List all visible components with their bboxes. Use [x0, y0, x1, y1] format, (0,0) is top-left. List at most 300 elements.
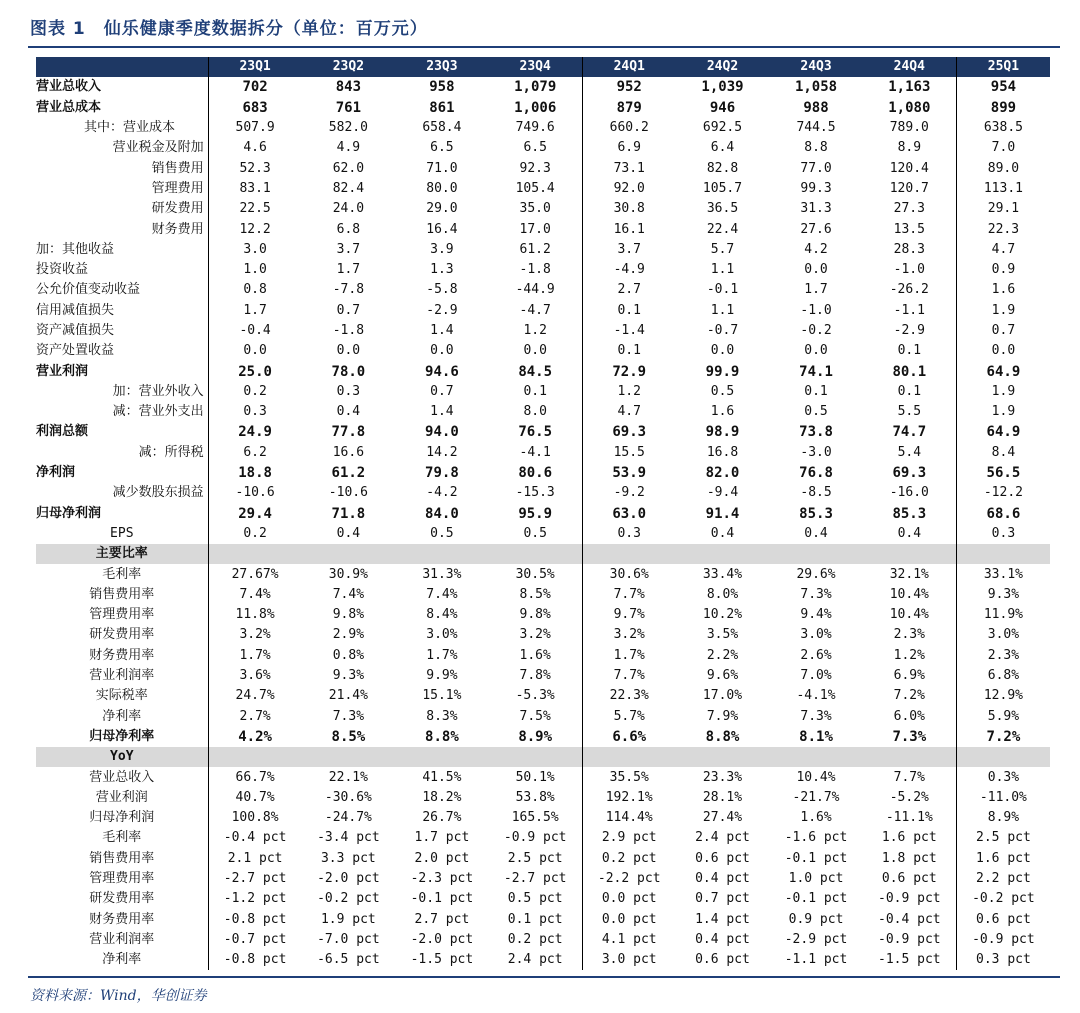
value-cell: 0.0 — [710, 343, 735, 359]
value-cell: 7.7% — [863, 767, 957, 787]
value-cell — [208, 544, 302, 564]
value-cell: 0.1 — [617, 302, 641, 318]
value-cell — [489, 747, 583, 767]
value-cell: -44.9 — [489, 280, 583, 300]
row-label: 毛利率 — [36, 564, 208, 584]
value-cell: -2.9 — [426, 302, 458, 318]
value-cell: 1.6 — [991, 282, 1016, 298]
title-divider — [28, 46, 1060, 48]
value-cell: 861 — [429, 99, 455, 116]
value-cell: 2.1 pct — [227, 850, 283, 866]
value-cell: 1.3 — [430, 262, 454, 278]
value-cell: 36.5 — [706, 201, 739, 217]
row-label: 营业利润率 — [36, 666, 208, 686]
value-cell: -0.9 pct — [863, 889, 957, 909]
value-cell: 0.8% — [332, 647, 365, 663]
value-cell: -1.8 — [489, 260, 583, 280]
value-cell: -1.0 — [863, 260, 957, 280]
value-cell: 71.0 — [426, 160, 458, 176]
value-cell: 0.3% — [987, 769, 1020, 785]
value-cell: 74.1 — [799, 363, 833, 380]
value-cell: -10.6 — [235, 485, 275, 501]
value-cell: -2.3 pct — [410, 871, 474, 887]
value-cell: 69.3 — [612, 424, 647, 441]
table-row — [36, 524, 1050, 544]
value-cell: 100.8% — [231, 810, 279, 826]
row-label: 营业总收入 — [36, 767, 208, 787]
table-row — [36, 158, 1050, 178]
value-cell: 638.5 — [983, 120, 1023, 136]
value-cell: 82.8 — [706, 160, 739, 176]
row-label: 利润总额 — [36, 422, 208, 442]
value-cell: 16.4 — [426, 221, 458, 237]
value-cell: 0.0 — [430, 343, 454, 359]
value-cell: 1.9 pct — [320, 911, 376, 927]
value-cell: 1.2 — [617, 383, 641, 399]
value-cell: -0.9 pct — [863, 930, 957, 950]
value-cell: 62.0 — [332, 160, 365, 176]
value-cell: -11.0% — [979, 789, 1027, 805]
value-cell: -4.1 — [489, 443, 583, 463]
value-cell: -5.2% — [863, 788, 957, 808]
value-cell: 1.7 — [243, 302, 267, 318]
value-cell: 98.9 — [705, 424, 740, 441]
row-label: 投资收益 — [36, 260, 208, 280]
row-label: 营业总成本 — [36, 98, 208, 118]
table-row — [36, 118, 1050, 138]
value-cell: 3.0 — [243, 241, 267, 257]
value-cell: 7.2% — [986, 728, 1021, 745]
table-row — [36, 443, 1050, 463]
value-cell: 3.0% — [987, 627, 1020, 643]
value-cell: 1.8 pct — [863, 849, 957, 869]
value-cell: 1.7 — [336, 262, 361, 278]
table-row — [36, 625, 1050, 645]
value-cell: 2.2% — [706, 647, 739, 663]
value-cell: 85.3 — [799, 505, 833, 522]
value-cell: -21.7% — [792, 789, 840, 805]
value-cell: 1,058 — [794, 79, 838, 96]
table-row — [36, 666, 1050, 686]
column-header: 23Q1 — [208, 57, 302, 77]
value-cell: 7.2% — [863, 686, 957, 706]
value-cell: 29.1 — [987, 201, 1020, 217]
value-cell: 16.8 — [706, 444, 739, 460]
value-cell: 0.1 — [489, 382, 583, 402]
value-cell: 8.5% — [331, 728, 366, 745]
value-cell: 1.6 pct — [976, 850, 1031, 866]
value-cell: 0.0 — [243, 343, 267, 359]
row-label: 减少数股东损益 — [36, 483, 208, 503]
value-cell: 1.7 — [804, 282, 828, 298]
value-cell: 0.4 pct — [695, 871, 750, 887]
value-cell: 6.9 — [617, 140, 641, 156]
value-cell: 0.1 — [863, 382, 957, 402]
row-label: 营业利润 — [36, 788, 208, 808]
value-cell: 33.1% — [983, 566, 1023, 582]
value-cell: 789.0 — [863, 118, 957, 138]
value-cell: -0.1 pct — [410, 891, 474, 907]
value-cell: 6.4 — [710, 140, 735, 156]
row-label: 减：所得税 — [36, 443, 208, 463]
table-row — [36, 341, 1050, 361]
value-cell: 165.5% — [489, 808, 583, 828]
row-label: 实际税率 — [36, 686, 208, 706]
value-cell: 61.2 — [489, 240, 583, 260]
row-label: 财务费用 — [36, 219, 208, 239]
row-label: 销售费用率 — [36, 849, 208, 869]
value-cell: 3.2% — [489, 625, 583, 645]
value-cell: 68.6 — [986, 505, 1021, 522]
value-cell: 73.8 — [799, 424, 833, 441]
column-header: 24Q4 — [863, 57, 957, 77]
row-label: 管理费用 — [36, 179, 208, 199]
value-cell: 82.4 — [332, 180, 365, 196]
value-cell: 9.4% — [800, 607, 832, 623]
value-cell: 1.4 pct — [695, 911, 750, 927]
value-cell: 192.1% — [605, 789, 653, 805]
value-cell: 30.6% — [609, 566, 649, 582]
column-header: 23Q4 — [489, 57, 583, 77]
value-cell: 56.5 — [986, 465, 1021, 482]
column-header: 25Q1 — [956, 57, 1050, 77]
row-label: 财务费用率 — [36, 909, 208, 929]
table-row — [36, 504, 1050, 524]
value-cell: 10.4% — [863, 605, 957, 625]
value-cell: 1,006 — [489, 98, 583, 118]
value-cell — [956, 747, 1050, 767]
value-cell: 3.0% — [426, 627, 458, 643]
value-cell — [769, 747, 863, 767]
table-row — [36, 707, 1050, 727]
value-cell: 1.7% — [426, 647, 458, 663]
value-cell: 78.0 — [331, 363, 366, 380]
table-row — [36, 646, 1050, 666]
value-cell: 5.7 — [710, 241, 735, 257]
value-cell: 9.8% — [489, 605, 583, 625]
value-cell: 1.6% — [489, 646, 583, 666]
table-row — [36, 463, 1050, 483]
value-cell: 5.9% — [987, 708, 1020, 724]
value-cell: 0.3 — [617, 525, 641, 541]
value-cell: -0.2 pct — [317, 891, 380, 907]
value-cell: 114.4% — [605, 810, 653, 826]
value-cell: 7.0 — [991, 140, 1016, 156]
value-cell: -0.1 — [706, 282, 739, 298]
value-cell: 15.1% — [422, 688, 462, 704]
value-cell: 11.9% — [983, 607, 1023, 623]
value-cell: 2.0 pct — [414, 850, 470, 866]
value-cell: 24.9 — [238, 424, 272, 441]
value-cell: 8.5% — [489, 585, 583, 605]
value-cell: 658.4 — [422, 120, 462, 136]
value-cell: 6.8% — [987, 668, 1020, 684]
value-cell: 9.8% — [332, 607, 365, 623]
value-cell: 0.3 — [243, 404, 267, 420]
value-cell: 16.6 — [332, 444, 365, 460]
table-row — [36, 808, 1050, 828]
value-cell: 99.3 — [800, 180, 832, 196]
value-cell: 74.7 — [863, 422, 957, 442]
value-cell: 7.4% — [426, 586, 458, 602]
value-cell: 0.3 pct — [976, 952, 1031, 968]
value-cell: 1.9 — [991, 383, 1016, 399]
value-cell: 27.3 — [863, 199, 957, 219]
value-cell: 1.7 pct — [414, 830, 470, 846]
value-cell: 71.8 — [331, 505, 366, 522]
value-cell: 7.7% — [613, 668, 645, 684]
value-cell — [956, 544, 1050, 564]
table-row — [36, 199, 1050, 219]
value-cell: 0.3 — [336, 383, 361, 399]
value-cell: -4.1% — [796, 688, 836, 704]
value-cell: 692.5 — [702, 120, 743, 136]
table-row — [36, 686, 1050, 706]
value-cell: 0.5 — [804, 404, 828, 420]
value-cell: 28.3 — [863, 240, 957, 260]
value-cell: 17.0% — [702, 688, 743, 704]
value-cell: 0.0 — [804, 262, 828, 278]
value-cell: 0.2 — [243, 525, 267, 541]
value-cell: 1.2 — [489, 321, 583, 341]
value-cell: 69.3 — [863, 463, 957, 483]
value-cell: -3.4 pct — [317, 830, 380, 846]
value-cell: 22.3% — [609, 688, 649, 704]
value-cell: 79.8 — [425, 465, 459, 482]
value-cell: -4.2 — [426, 485, 458, 501]
value-cell: 8.9% — [987, 810, 1020, 826]
value-cell: 0.2 pct — [489, 930, 583, 950]
value-cell: 23.3% — [702, 769, 743, 785]
value-cell: -16.0 — [863, 483, 957, 503]
row-label: 研发费用 — [36, 199, 208, 219]
value-cell: 6.0% — [863, 707, 957, 727]
value-cell: 52.3 — [239, 160, 271, 176]
value-cell: -2.7 pct — [223, 871, 287, 887]
value-cell: 76.5 — [489, 422, 583, 442]
value-cell: 10.2% — [702, 607, 743, 623]
value-cell: 0.4 — [863, 524, 957, 544]
value-cell: 89.0 — [987, 160, 1020, 176]
value-cell: 85.3 — [863, 504, 957, 524]
value-cell: 3.9 — [430, 241, 454, 257]
row-label: 营业利润 — [36, 361, 208, 381]
value-cell: 0.1 pct — [489, 909, 583, 929]
table-row — [36, 930, 1050, 950]
value-cell: -5.3% — [489, 686, 583, 706]
value-cell: 10.4% — [863, 585, 957, 605]
row-label: 信用减值损失 — [36, 301, 208, 321]
value-cell: 0.0 pct — [601, 911, 657, 927]
value-cell: 27.6 — [800, 221, 832, 237]
value-cell: 0.7 — [991, 323, 1016, 338]
value-cell: 84.5 — [489, 361, 583, 381]
value-cell: -2.0 pct — [317, 871, 380, 887]
value-cell: 82.0 — [705, 465, 740, 482]
value-cell — [863, 544, 957, 564]
value-cell: -8.5 — [800, 485, 832, 501]
value-cell: 94.6 — [425, 363, 459, 380]
value-cell: 7.9% — [706, 708, 739, 724]
value-cell: 91.4 — [705, 505, 740, 522]
value-cell: -0.4 pct — [863, 909, 957, 929]
value-cell — [676, 747, 770, 767]
value-cell: -9.2 — [613, 485, 645, 501]
value-cell: -0.1 pct — [784, 850, 848, 866]
value-cell: 8.1% — [799, 728, 833, 745]
value-cell: -4.7 — [489, 301, 583, 321]
value-cell — [302, 747, 396, 767]
value-cell: 0.2 pct — [601, 850, 657, 866]
value-cell: 17.0 — [489, 219, 583, 239]
value-cell: 6.5 — [430, 140, 454, 156]
value-cell: 3.7 — [336, 241, 361, 257]
value-cell: 8.8% — [705, 728, 740, 745]
section-header-row — [36, 544, 1050, 564]
value-cell: 33.4% — [702, 566, 743, 582]
table-row — [36, 321, 1050, 341]
value-cell: 954 — [990, 79, 1017, 96]
value-cell: 0.6 pct — [695, 952, 750, 968]
value-cell: 2.5 pct — [976, 830, 1031, 846]
value-cell: 3.7 — [617, 241, 641, 257]
value-cell: 0.0 — [489, 341, 583, 361]
value-cell: -2.0 pct — [410, 931, 474, 947]
row-label: 公允价值变动收益 — [36, 280, 208, 300]
value-cell: -5.8 — [426, 282, 458, 298]
table-row — [36, 260, 1050, 280]
table-row — [36, 361, 1050, 381]
row-label: YoY — [36, 747, 208, 767]
value-cell: 27.67% — [231, 566, 279, 582]
row-label: 销售费用率 — [36, 585, 208, 605]
value-cell: 7.5% — [489, 707, 583, 727]
value-cell: 952 — [616, 79, 642, 96]
value-cell: 5.7% — [613, 708, 645, 724]
value-cell: 7.3% — [863, 727, 957, 747]
value-cell — [302, 544, 396, 564]
value-cell: 1.1 — [710, 302, 735, 318]
value-cell: 120.7 — [863, 179, 957, 199]
value-cell: 31.3 — [800, 201, 832, 217]
column-header: 24Q2 — [676, 57, 770, 77]
value-cell: -0.9 pct — [489, 828, 583, 848]
value-cell: 6.6% — [612, 728, 647, 745]
value-cell: 26.7% — [422, 810, 462, 826]
table-row — [36, 767, 1050, 787]
row-label: 其中：营业成本 — [36, 118, 208, 138]
value-cell: 63.0 — [612, 505, 647, 522]
value-cell: 77.8 — [331, 424, 366, 441]
table-row — [36, 889, 1050, 909]
value-cell: 9.9% — [426, 668, 458, 684]
value-cell: -0.7 — [706, 323, 739, 338]
value-cell: 2.3% — [863, 625, 957, 645]
value-cell: 2.9% — [332, 627, 365, 643]
value-cell: 1.1 — [710, 262, 735, 278]
value-cell: -11.1% — [863, 808, 957, 828]
value-cell: -1.1 pct — [784, 952, 848, 968]
table-row — [36, 219, 1050, 239]
value-cell: 8.3% — [426, 708, 458, 724]
value-cell: 0.9 — [991, 262, 1016, 278]
value-cell: 30.5% — [489, 564, 583, 584]
row-label: 归母净利润 — [36, 808, 208, 828]
table-row — [36, 564, 1050, 584]
value-cell: -9.4 — [706, 485, 739, 501]
value-cell: -15.3 — [489, 483, 583, 503]
row-label: 营业税金及附加 — [36, 138, 208, 158]
value-cell: 3.2% — [613, 627, 645, 643]
value-cell: -1.5 pct — [410, 952, 474, 968]
value-cell: 1.6 — [710, 404, 735, 420]
value-cell: -2.9 pct — [784, 931, 848, 947]
value-cell: 2.7 — [617, 282, 641, 298]
value-cell: 899 — [990, 99, 1017, 116]
value-cell: -0.1 pct — [784, 891, 848, 907]
quarterly-data-table — [36, 57, 1050, 970]
value-cell — [676, 544, 770, 564]
value-cell: -0.4 — [239, 323, 271, 338]
source-note: 资料来源：Wind，华创证券 — [30, 988, 207, 1004]
row-label: 归母净利润 — [36, 504, 208, 524]
value-cell: 8.0% — [706, 586, 739, 602]
value-cell: 0.0 — [804, 343, 828, 359]
value-cell: 40.7% — [235, 789, 275, 805]
value-cell: 988 — [803, 99, 829, 116]
value-cell: 113.1 — [983, 180, 1023, 196]
value-cell: 50.1% — [489, 767, 583, 787]
value-cell: 1.9 — [991, 302, 1016, 318]
value-cell: 1.9 — [991, 404, 1016, 420]
row-label: 管理费用率 — [36, 869, 208, 889]
figure-title: 图表 1 仙乐健康季度数据拆分（单位：百万元） — [30, 19, 428, 39]
value-cell: 9.7% — [613, 607, 645, 623]
value-cell: 1.2% — [863, 646, 957, 666]
value-cell: 22.4 — [706, 221, 739, 237]
value-cell — [769, 544, 863, 564]
value-cell: -0.2 pct — [972, 891, 1035, 907]
value-cell: 2.7 pct — [414, 911, 470, 927]
value-cell: 7.3% — [800, 586, 832, 602]
column-header: 23Q2 — [302, 57, 396, 77]
value-cell: 761 — [335, 99, 362, 116]
value-cell: 843 — [335, 79, 362, 96]
value-cell: 14.2 — [426, 444, 458, 460]
value-cell: 0.9 pct — [788, 911, 844, 927]
value-cell: 21.4% — [328, 688, 368, 704]
column-header: 23Q3 — [395, 57, 489, 77]
value-cell: 3.2% — [239, 627, 271, 643]
section-header-row — [36, 747, 1050, 767]
value-cell: 0.0 — [336, 343, 361, 359]
value-cell: -6.5 pct — [317, 952, 380, 968]
value-cell: 80.0 — [426, 180, 458, 196]
table-row — [36, 727, 1050, 747]
row-label: 资产处置收益 — [36, 341, 208, 361]
value-cell: 2.4 pct — [489, 950, 583, 970]
value-cell: 7.8% — [489, 666, 583, 686]
table-row — [36, 422, 1050, 442]
value-cell: 64.9 — [986, 424, 1021, 441]
value-cell: 4.6 — [243, 140, 267, 156]
value-cell: 2.7% — [239, 708, 271, 724]
value-cell: 8.9% — [489, 727, 583, 747]
table-row — [36, 869, 1050, 889]
value-cell: 2.4 pct — [695, 830, 750, 846]
value-cell: -24.7% — [324, 810, 372, 826]
row-label: 营业总收入 — [36, 77, 208, 97]
